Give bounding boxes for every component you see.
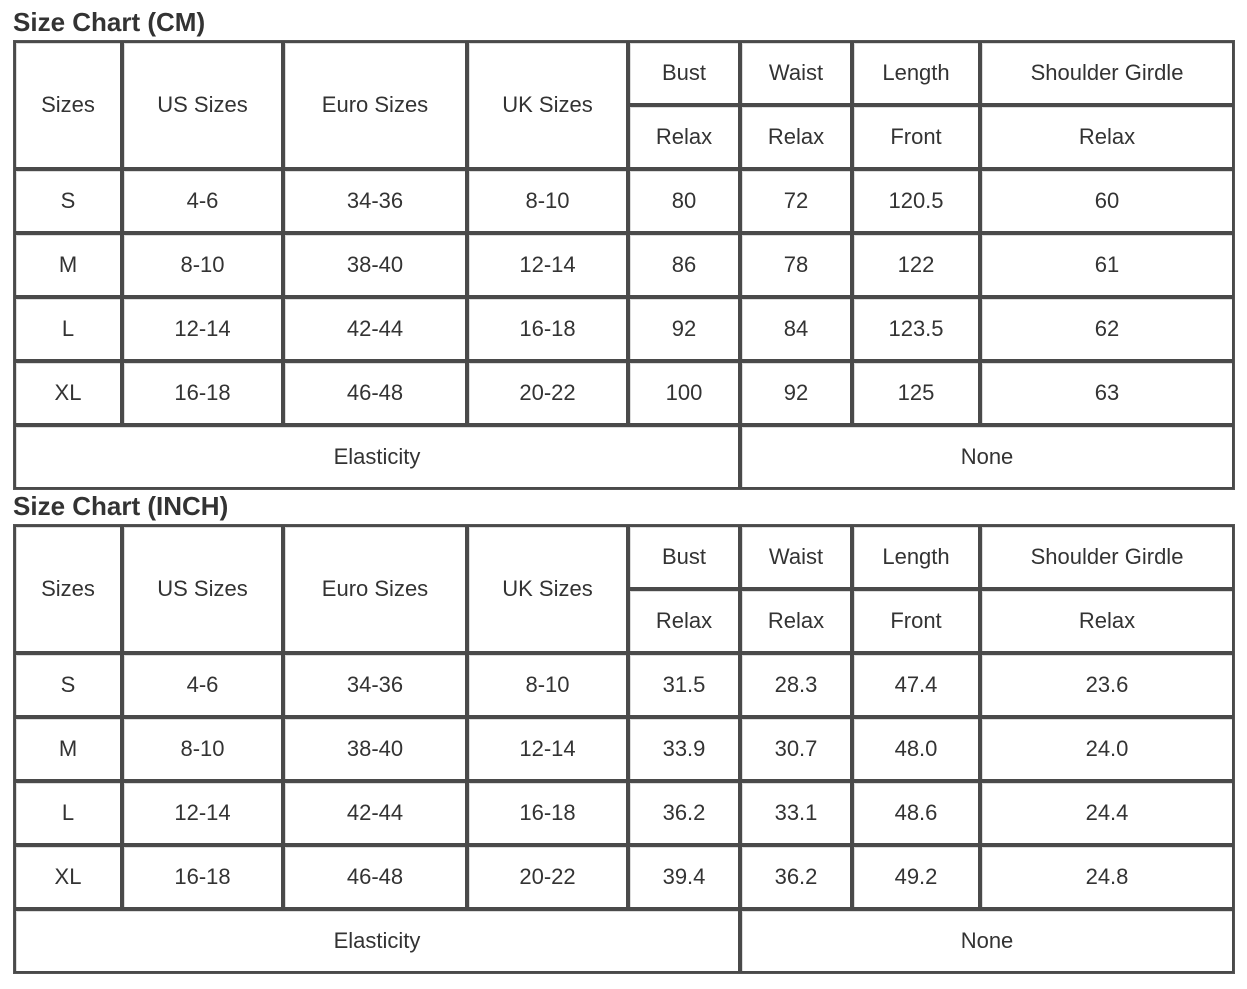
cell-waist: 84 — [740, 297, 852, 361]
cell-euro: 38-40 — [283, 717, 467, 781]
header-euro-sizes: Euro Sizes — [283, 525, 467, 653]
cell-euro: 34-36 — [283, 169, 467, 233]
cell-shoulder: 24.4 — [980, 781, 1234, 845]
header-shoulder-girdle: Shoulder Girdle — [980, 525, 1234, 589]
table-row — [14, 361, 1234, 425]
size-table — [13, 524, 1235, 974]
subheader-waist: Relax — [740, 105, 852, 169]
cell-shoulder: 24.8 — [980, 845, 1234, 909]
table-row — [14, 169, 1234, 233]
cell-length: 123.5 — [852, 297, 980, 361]
cell-us: 16-18 — [122, 361, 283, 425]
cell-length: 47.4 — [852, 653, 980, 717]
cell-bust: 100 — [628, 361, 740, 425]
cell-us: 12-14 — [122, 781, 283, 845]
cell-uk: 12-14 — [467, 233, 628, 297]
cell-size: L — [14, 297, 122, 361]
table-row — [14, 717, 1234, 781]
cell-euro: 42-44 — [283, 297, 467, 361]
cell-us: 16-18 — [122, 845, 283, 909]
cell-bust: 33.9 — [628, 717, 740, 781]
subheader-shoulder: Relax — [980, 105, 1234, 169]
size-table — [13, 40, 1235, 490]
subheader-shoulder: Relax — [980, 589, 1234, 653]
header-us-sizes: US Sizes — [122, 41, 283, 169]
cell-waist: 72 — [740, 169, 852, 233]
header-length: Length — [852, 525, 980, 589]
chart-title: Size Chart (CM) — [13, 7, 206, 37]
subheader-length: Front — [852, 105, 980, 169]
cell-size: XL — [14, 845, 122, 909]
cell-uk: 16-18 — [467, 781, 628, 845]
cell-uk: 20-22 — [467, 845, 628, 909]
cell-waist: 36.2 — [740, 845, 852, 909]
cell-euro: 38-40 — [283, 233, 467, 297]
table-row — [14, 845, 1234, 909]
cell-waist: 33.1 — [740, 781, 852, 845]
cell-size: M — [14, 717, 122, 781]
cell-us: 8-10 — [122, 233, 283, 297]
cell-uk: 8-10 — [467, 169, 628, 233]
header-bust: Bust — [628, 525, 740, 589]
cell-us: 4-6 — [122, 169, 283, 233]
cell-shoulder: 23.6 — [980, 653, 1234, 717]
header-euro-sizes: Euro Sizes — [283, 41, 467, 169]
subheader-length: Front — [852, 589, 980, 653]
subheader-bust: Relax — [628, 589, 740, 653]
cell-us: 12-14 — [122, 297, 283, 361]
table-row — [14, 653, 1234, 717]
cell-shoulder: 62 — [980, 297, 1234, 361]
header-waist: Waist — [740, 41, 852, 105]
header-sizes: Sizes — [14, 41, 122, 169]
table-row — [14, 233, 1234, 297]
cell-bust: 86 — [628, 233, 740, 297]
cell-length: 125 — [852, 361, 980, 425]
cell-uk: 20-22 — [467, 361, 628, 425]
cell-us: 8-10 — [122, 717, 283, 781]
cell-length: 48.6 — [852, 781, 980, 845]
cell-euro: 34-36 — [283, 653, 467, 717]
header-length: Length — [852, 41, 980, 105]
cell-uk: 8-10 — [467, 653, 628, 717]
subheader-bust: Relax — [628, 105, 740, 169]
cell-shoulder: 63 — [980, 361, 1234, 425]
footer-row — [14, 425, 1234, 489]
header-row — [14, 525, 1234, 589]
cell-waist: 28.3 — [740, 653, 852, 717]
cell-waist: 92 — [740, 361, 852, 425]
header-uk-sizes: UK Sizes — [467, 525, 628, 653]
size-chart-inch — [13, 488, 1233, 974]
header-uk-sizes: UK Sizes — [467, 41, 628, 169]
header-bust: Bust — [628, 41, 740, 105]
cell-size: S — [14, 653, 122, 717]
header-row — [14, 41, 1234, 105]
cell-length: 48.0 — [852, 717, 980, 781]
header-shoulder-girdle: Shoulder Girdle — [980, 41, 1234, 105]
cell-shoulder: 24.0 — [980, 717, 1234, 781]
footer-row — [14, 909, 1234, 973]
cell-size: XL — [14, 361, 122, 425]
cell-length: 120.5 — [852, 169, 980, 233]
elasticity-value: None — [740, 425, 1234, 489]
cell-bust: 39.4 — [628, 845, 740, 909]
subheader-waist: Relax — [740, 589, 852, 653]
cell-waist: 30.7 — [740, 717, 852, 781]
cell-bust: 80 — [628, 169, 740, 233]
header-sizes: Sizes — [14, 525, 122, 653]
cell-size: L — [14, 781, 122, 845]
cell-waist: 78 — [740, 233, 852, 297]
elasticity-label: Elasticity — [14, 425, 740, 489]
chart-title: Size Chart (INCH) — [13, 491, 229, 521]
header-waist: Waist — [740, 525, 852, 589]
cell-euro: 46-48 — [283, 845, 467, 909]
cell-euro: 42-44 — [283, 781, 467, 845]
elasticity-value: None — [740, 909, 1234, 973]
cell-shoulder: 61 — [980, 233, 1234, 297]
cell-bust: 31.5 — [628, 653, 740, 717]
cell-bust: 36.2 — [628, 781, 740, 845]
table-row — [14, 297, 1234, 361]
cell-shoulder: 60 — [980, 169, 1234, 233]
cell-bust: 92 — [628, 297, 740, 361]
cell-length: 122 — [852, 233, 980, 297]
cell-uk: 12-14 — [467, 717, 628, 781]
cell-euro: 46-48 — [283, 361, 467, 425]
header-us-sizes: US Sizes — [122, 525, 283, 653]
size-chart-cm — [13, 4, 1233, 490]
cell-uk: 16-18 — [467, 297, 628, 361]
table-row — [14, 781, 1234, 845]
cell-us: 4-6 — [122, 653, 283, 717]
cell-length: 49.2 — [852, 845, 980, 909]
cell-size: S — [14, 169, 122, 233]
cell-size: M — [14, 233, 122, 297]
elasticity-label: Elasticity — [14, 909, 740, 973]
